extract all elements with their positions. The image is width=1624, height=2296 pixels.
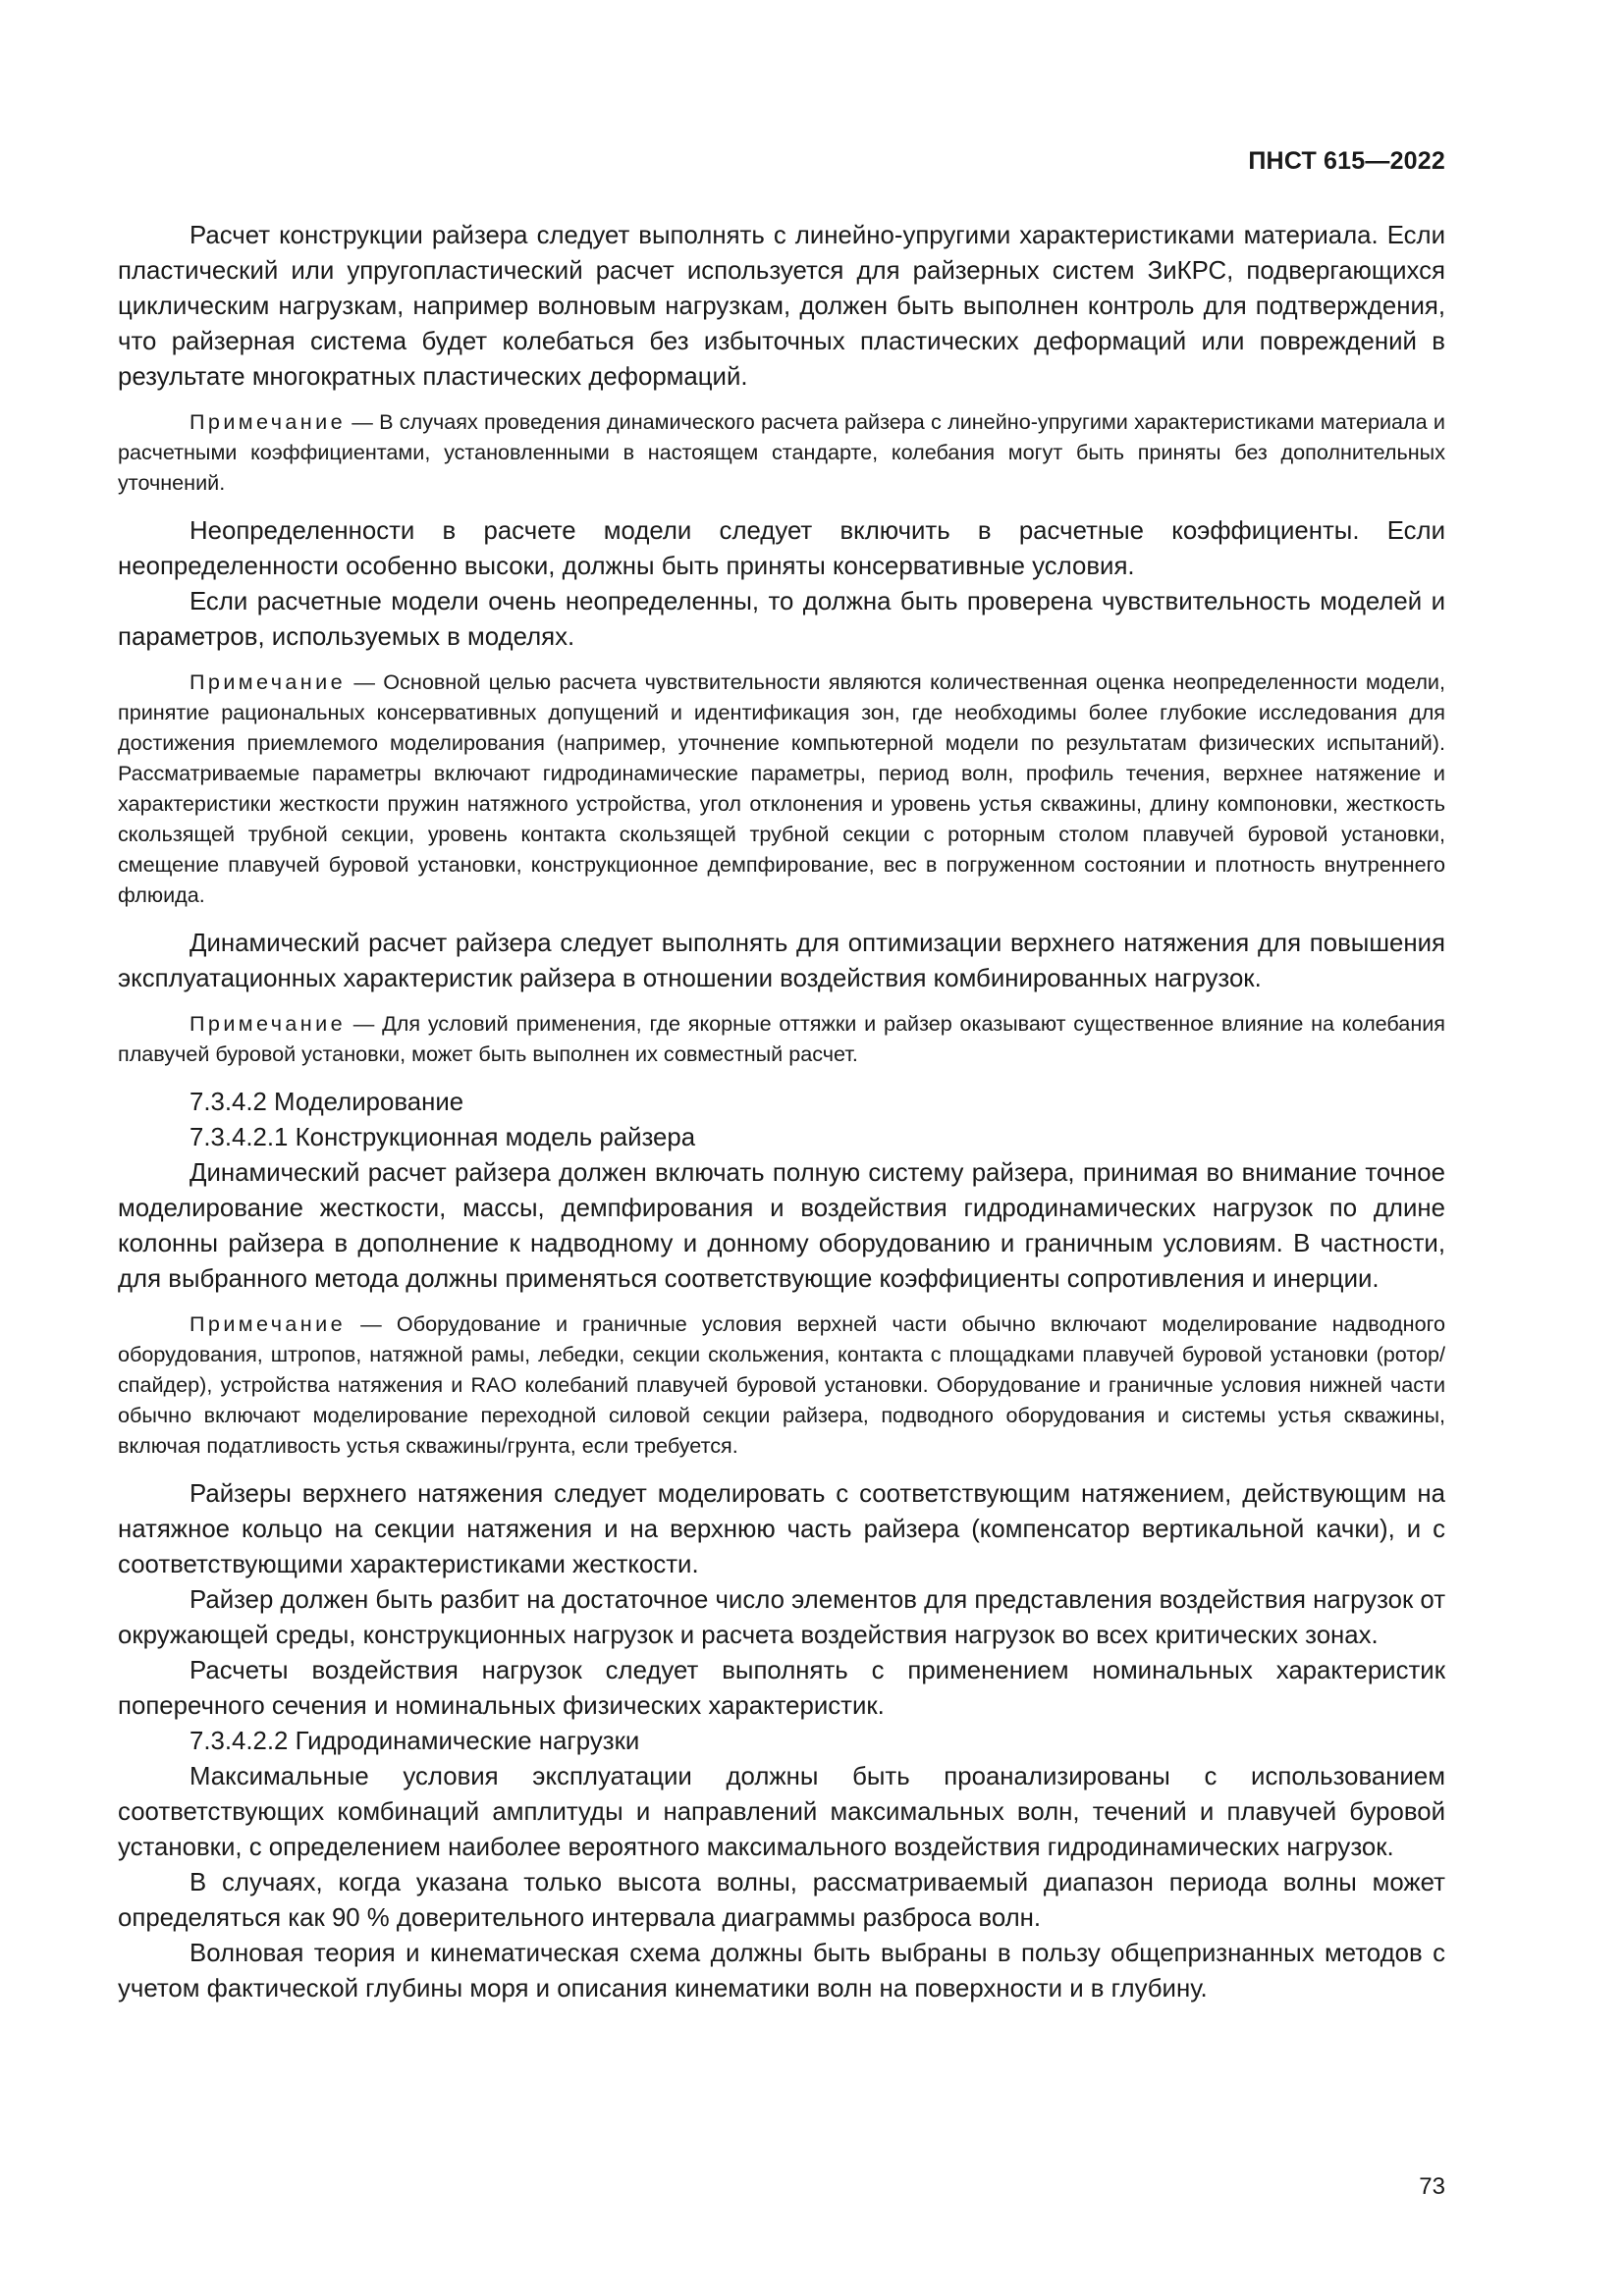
paragraph: Райзеры верхнего натяжения следует моделировать с соответствующим натяжением, действующим на натяжное кольцо на секции натяжения и на верхнюю часть райзера (компенсатор вертикальной качки), и с соответствующими характеристиками жесткости. [118, 1480, 1445, 1578]
note-label: Примечание [189, 409, 346, 434]
paragraph: Расчеты воздействия нагрузок следует выполнять с применением номинальных характеристик поперечного сечения и номинальных физических характеристик. [118, 1657, 1445, 1720]
note-label: Примечание [189, 669, 346, 694]
note-label: Примечание [189, 1011, 346, 1036]
subsection-heading: 7.3.4.2.1 Конструкционная модель райзера [189, 1124, 696, 1151]
note [118, 406, 1445, 498]
note [118, 1308, 1445, 1461]
paragraph: Неопределенности в расчете модели следует включить в расчетные коэффициенты. Если неопределенности особенно высоки, должны быть приняты консервативные условия. [118, 517, 1445, 580]
document-id-header: ПНСТ 615—2022 [1248, 147, 1445, 175]
note [118, 667, 1445, 910]
subsection-heading: 7.3.4.2.2 Гидродинамические нагрузки [189, 1728, 640, 1755]
paragraph: Динамический расчет райзера должен включать полную систему райзера, принимая во внимание точное моделирование жесткости, массы, демпфирования и воздействия гидродинамических нагрузок по длине колонны райзера в дополнение к надводному и донному оборудованию и граничным условиям. В частности, для выбранного метода должны применяться соответствующие коэффициенты сопротивления и инерции. [118, 1159, 1445, 1293]
note-label: Примечание [189, 1311, 346, 1336]
paragraph: В случаях, когда указана только высота волны, рассматриваемый диапазон периода волны может определяться как 90 % доверительного интервала диаграммы разброса волн. [118, 1869, 1445, 1932]
note-text: — Для условий применения, где якорные оттяжки и райзер оказывают существенное влияние на колебания плавучей буровой установки, может быть выполнен их совместный расчет. [118, 1011, 1445, 1066]
paragraph: Если расчетные модели очень неопределенны, то должна быть проверена чувствительность моделей и параметров, используемых в моделях. [118, 588, 1445, 651]
paragraph: Райзер должен быть разбит на достаточное число элементов для представления воздействия нагрузок от окружающей среды, конструкционных нагрузок и расчета воздействия нагрузок во всех критических зонах. [118, 1586, 1446, 1649]
page-content [118, 218, 1445, 2006]
paragraph: Максимальные условия эксплуатации должны быть проанализированы с использованием соответствующих комбинаций амплитуды и направлений максимальных волн, течений и плавучей буровой установки, с определением наиболее вероятного максимального воздействия гидродинамических нагрузок. [118, 1763, 1445, 1861]
paragraph: Динамический расчет райзера следует выполнять для оптимизации верхнего натяжения для повышения эксплуатационных характеристик райзера в отношении воздействия комбинированных нагрузок. [118, 930, 1445, 992]
note-text: — Основной целью расчета чувствительности являются количественная оценка неопределенности модели, принятие рациональных консервативных допущений и идентификация зон, где необходимы более глубокие исследования для достижения приемлемого моделирования (например, уточнение компьютерной модели по результатам физических испытаний). Рассматриваемые параметры включают гидродинамические параметры, период волн, профиль течения, верхнее натяжение и характеристики жесткости пружин натяжного устройства, угол отклонения и уровень устья скважины, длину компоновки, жесткость скользящей трубной секции, уровень контакта скользящей трубной секции с роторным столом плавучей буровой установки, смещение плавучей буровой установки, конструкционное демпфирование, вес в погруженном состоянии и плотность внутреннего флюида. [118, 669, 1445, 907]
page-number: 73 [1419, 2173, 1445, 2200]
section-heading: 7.3.4.2 Моделирование [189, 1089, 464, 1116]
note-text: — В случаях проведения динамического расчета райзера с линейно-упругими характеристиками материала и расчетными коэффициентами, установленными в настоящем стандарте, колебания могут быть приняты без дополнительных уточнений. [118, 409, 1445, 495]
note [118, 1008, 1445, 1069]
paragraph: Расчет конструкции райзера следует выполнять с линейно-упругими характеристиками материала. Если пластический или упругопластический расчет используется для райзерных систем ЗиКРС, подвергающихся циклическим нагрузкам, например волновым нагрузкам, должен быть выполнен контроль для подтверждения, что райзерная система будет колебаться без избыточных пластических деформаций или повреждений в результате многократных пластических деформаций. [118, 222, 1445, 391]
paragraph: Волновая теория и кинематическая схема должны быть выбраны в пользу общепризнанных методов с учетом фактической глубины моря и описания кинематики волн на поверхности и в глубину. [118, 1940, 1445, 2002]
note-text: — Оборудование и граничные условия верхней части обычно включают моделирование надводного оборудования, штропов, натяжной рамы, лебедки, секции скольжения, контакта с площадками плавучей буровой установки (ротор/спайдер), устройства натяжения и RAO колебаний плавучей буровой установки. Оборудование и граничные условия нижней части обычно включают моделирование переходной силовой секции райзера, подводного оборудования и системы устья скважины, включая податливость устья скважины/грунта, если требуется. [118, 1311, 1445, 1458]
